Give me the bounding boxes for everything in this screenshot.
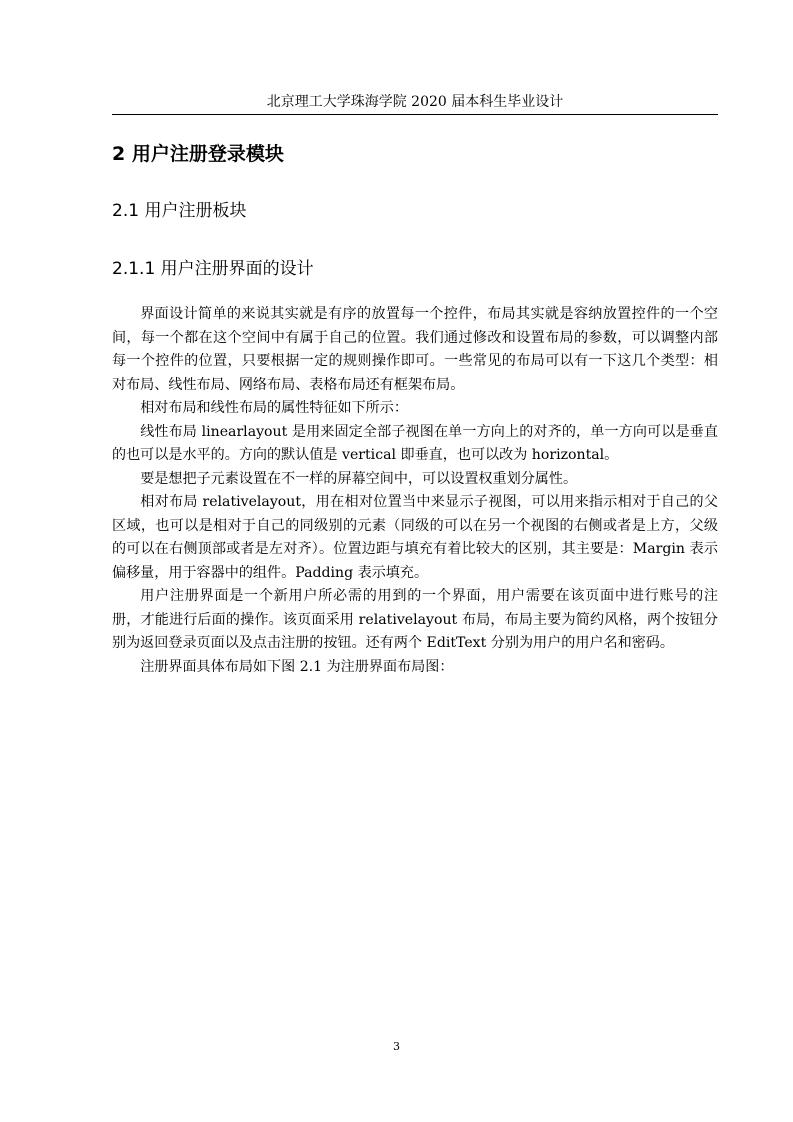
section-heading: 2.1 用户注册板块: [112, 201, 247, 221]
paragraph-5: 相对布局 relativelayout，用在相对位置当中来显示子视图，可以用来指示相对于自己的父区域，也可以是相对于自己的同级别的元素（同级的可以在另一个视图的右侧或者是上方，父级的可以在右侧顶部或者是左对齐）。位置边距与填充有着比较大的区别，其主要是：Margin 表示偏移量，用于容器中的组件。Padding 表示填充。: [112, 494, 718, 581]
subsection-heading: 2.1.1 用户注册界面的设计: [112, 259, 314, 279]
paragraph-3: 线性布局 linearlayout 是用来固定全部子视图在单一方向上的对齐的，单一方向可以是垂直的也可以是水平的。方向的默认值是 vertical 即垂直，也可以改为 horizontal。: [112, 423, 718, 463]
body-text: [112, 303, 718, 679]
paragraph-6: 用户注册界面是一个新用户所必需的用到的一个界面，用户需要在该页面中进行账号的注册，才能进行后面的操作。该页面采用 relativelayout 布局，布局主要为简约风格，两个按钮分别为返回登录页面以及点击注册的按钮。还有两个 EditText 分别为用户的用户名和密码。: [112, 588, 718, 651]
paragraph-4: 要是想把子元素设置在不一样的屏幕空间中，可以设置权重划分属性。: [140, 470, 578, 487]
paragraph-7: 注册界面具体布局如下图 2.1 为注册界面布局图：: [140, 658, 454, 675]
paragraph-1: 界面设计简单的来说其实就是有序的放置每一个控件，布局其实就是容纳放置控件的一个空间，每一个都在这个空间中有属于自己的位置。我们通过修改和设置布局的参数，可以调整内部每一个控件的位置，只要根据一定的规则操作即可。一些常见的布局可以有一下这几个类型：相对布局、线性布局、网络布局、表格布局还有框架布局。: [112, 306, 718, 393]
page-number: 3: [393, 1040, 400, 1053]
paragraph-2: 相对布局和线性布局的属性特征如下所示：: [140, 400, 408, 416]
page-header: 北京理工大学珠海学院 2020 届本科生毕业设计: [112, 92, 718, 115]
chapter-heading: 2 用户注册登录模块: [112, 143, 284, 165]
